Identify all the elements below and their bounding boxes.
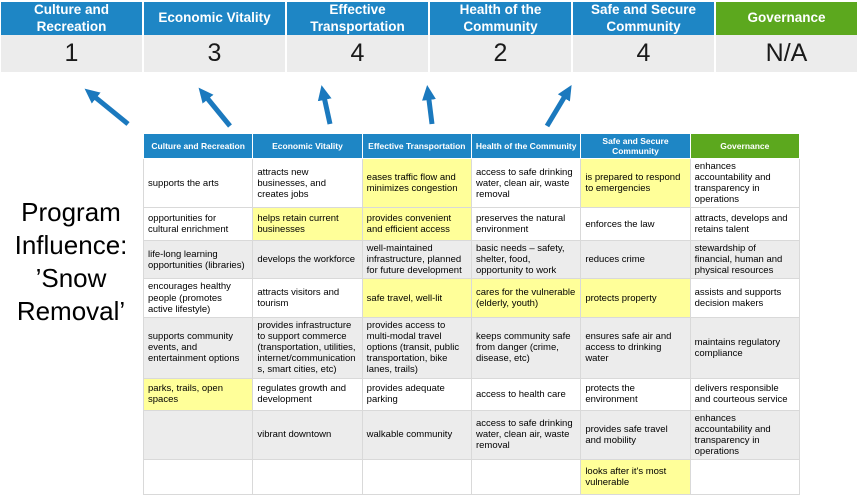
matrix-body — [144, 159, 800, 494]
summary-column — [144, 2, 285, 72]
table-cell — [690, 459, 799, 494]
table-cell: regulates growth and development — [253, 378, 362, 410]
table-row — [144, 241, 800, 279]
summary-score: 4 — [287, 35, 428, 72]
matrix-header-row — [144, 134, 800, 159]
table-cell: parks, trails, open spaces — [144, 378, 253, 410]
table-cell: is prepared to respond to emergencies — [581, 159, 690, 208]
table-cell: provides adequate parking — [362, 378, 471, 410]
table-cell: cares for the vulnerable (elderly, youth) — [471, 279, 580, 317]
table-cell: keeps community safe from danger (crime, disease, etc) — [471, 317, 580, 378]
table-cell: attracts new businesses, and creates jobs — [253, 159, 362, 208]
summary-band — [1, 2, 857, 72]
table-row — [144, 279, 800, 317]
table-cell: delivers responsible and courteous service — [690, 378, 799, 410]
summary-header: Culture and Recreation — [1, 2, 142, 35]
table-row — [144, 208, 800, 241]
column-header: Health of the Community — [471, 134, 580, 159]
table-cell: provides access to multi-modal travel options (transit, public transportation, bike lanes, trails) — [362, 317, 471, 378]
summary-column — [430, 2, 571, 72]
table-cell: stewardship of financial, human and physical resources — [690, 241, 799, 279]
summary-column — [287, 2, 428, 72]
summary-score: 2 — [430, 35, 571, 72]
table-cell: reduces crime — [581, 241, 690, 279]
table-cell: supports the arts — [144, 159, 253, 208]
summary-header: Safe and Secure Community — [573, 2, 714, 35]
table-cell: looks after it's most vulnerable — [581, 459, 690, 494]
up-arrow-icon — [547, 91, 568, 126]
table-cell — [144, 410, 253, 459]
table-cell: walkable community — [362, 410, 471, 459]
summary-score: 1 — [1, 35, 142, 72]
table-cell: provides convenient and efficient access — [362, 208, 471, 241]
summary-score: 3 — [144, 35, 285, 72]
table-cell: enhances accountability and transparency in operations — [690, 159, 799, 208]
table-cell: protects the environment — [581, 378, 690, 410]
table-cell: access to safe drinking water, clean air, waste removal — [471, 159, 580, 208]
column-header: Culture and Recreation — [144, 134, 253, 159]
table-cell: vibrant downtown — [253, 410, 362, 459]
up-arrow-icon — [90, 93, 128, 124]
table-cell: opportunities for cultural enrichment — [144, 208, 253, 241]
table-cell: access to safe drinking water, clean air, waste removal — [471, 410, 580, 459]
table-cell: assists and supports decision makers — [690, 279, 799, 317]
program-title: Program Influence: ’Snow Removal’ — [14, 197, 128, 327]
influence-matrix — [143, 133, 800, 495]
up-arrow-icon — [203, 93, 230, 126]
table-cell: preserves the natural environment — [471, 208, 580, 241]
table-cell: access to health care — [471, 378, 580, 410]
table-cell: well-maintained infrastructure, planned for future development — [362, 241, 471, 279]
column-header: Safe and Secure Community — [581, 134, 690, 159]
influence-arrows — [0, 80, 859, 133]
summary-header: Economic Vitality — [144, 2, 285, 35]
table-row — [144, 410, 800, 459]
table-cell: protects property — [581, 279, 690, 317]
table-cell: attracts, develops and retains talent — [690, 208, 799, 241]
table-cell: safe travel, well-lit — [362, 279, 471, 317]
table-cell: encourages healthy people (promotes active lifestyle) — [144, 279, 253, 317]
table-cell — [362, 459, 471, 494]
table-cell — [144, 459, 253, 494]
table-row — [144, 317, 800, 378]
summary-score: N/A — [716, 35, 857, 72]
summary-header: Governance — [716, 2, 857, 35]
table-cell — [471, 459, 580, 494]
table-cell: eases traffic flow and minimizes congestion — [362, 159, 471, 208]
table-cell: enhances accountability and transparency in operations — [690, 410, 799, 459]
summary-header: Health of the Community — [430, 2, 571, 35]
table-cell: enforces the law — [581, 208, 690, 241]
column-header: Economic Vitality — [253, 134, 362, 159]
table-cell: maintains regulatory compliance — [690, 317, 799, 378]
column-header: Effective Transportation — [362, 134, 471, 159]
up-arrow-icon — [323, 92, 330, 124]
table-row — [144, 459, 800, 494]
summary-column — [1, 2, 142, 72]
summary-score: 4 — [573, 35, 714, 72]
column-header: Governance — [690, 134, 799, 159]
table-cell: helps retain current businesses — [253, 208, 362, 241]
table-cell: provides infrastructure to support commerce (transportation, utilities, internet/communications, smart cities, etc) — [253, 317, 362, 378]
table-cell: life-long learning opportunities (libraries) — [144, 241, 253, 279]
table-row — [144, 378, 800, 410]
summary-header: Effective Transportation — [287, 2, 428, 35]
table-cell: basic needs – safety, shelter, food, opportunity to work — [471, 241, 580, 279]
summary-column — [716, 2, 857, 72]
up-arrow-icon — [428, 92, 432, 124]
table-cell: attracts visitors and tourism — [253, 279, 362, 317]
table-cell: develops the workforce — [253, 241, 362, 279]
table-cell — [253, 459, 362, 494]
table-cell: ensures safe air and access to drinking water — [581, 317, 690, 378]
table-cell: supports community events, and entertainment options — [144, 317, 253, 378]
table-row — [144, 159, 800, 208]
summary-column — [573, 2, 714, 72]
table-cell: provides safe travel and mobility — [581, 410, 690, 459]
